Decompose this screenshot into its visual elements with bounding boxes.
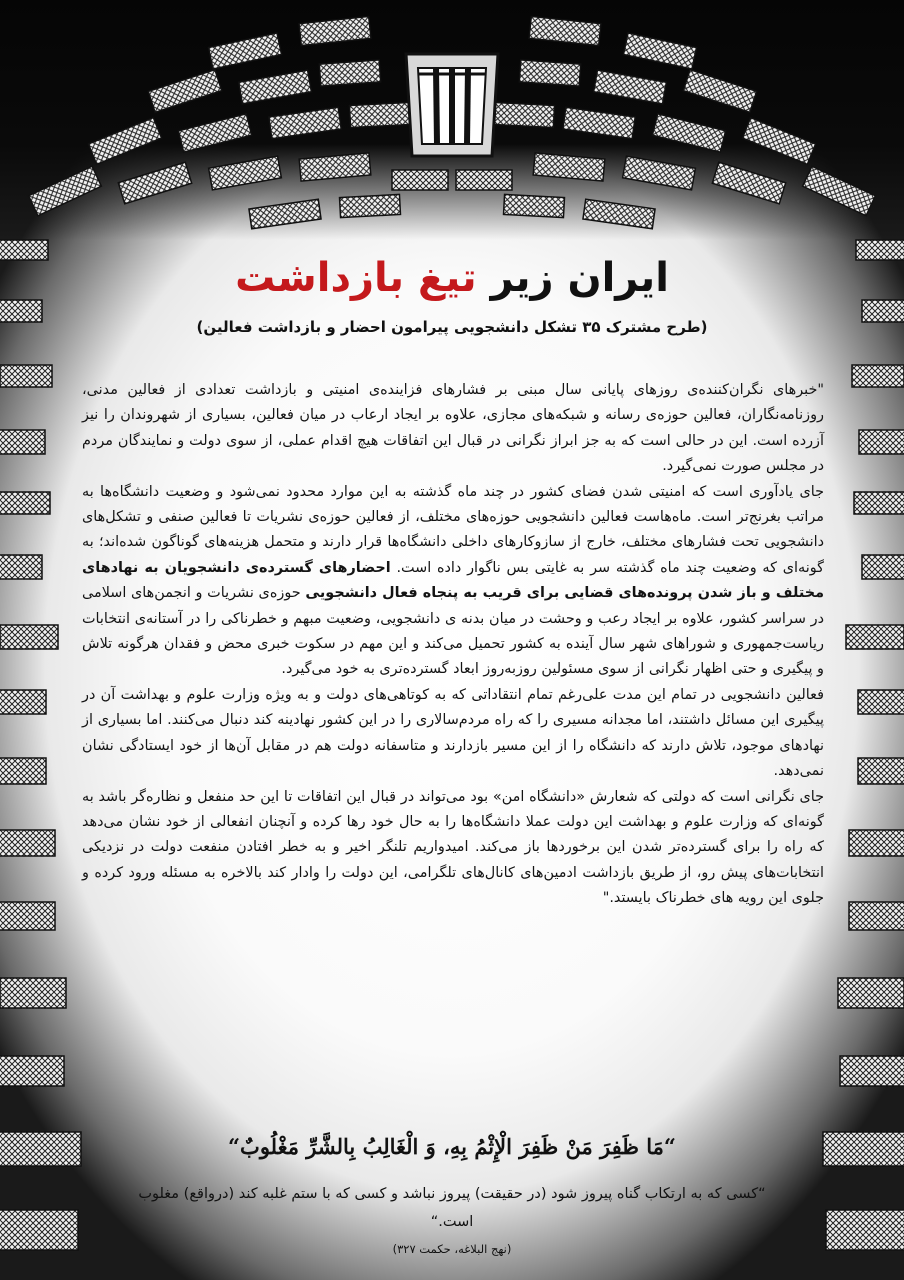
page-title — [0, 252, 904, 304]
paragraph-2-rest: حوزه‌ی نشریات و انجمن‌های اسلامی در سراسر کشور، علاوه بر ایجاد رعب و وحشت در میان بدنه ی دانشجویی، وضعیت مبهم و خطرناکی را در آستانه‌ی انتخابات ریاست‌جمهوری و شوراهای شهر سال آینده به کشور تحمیل می‌کند و این مهم در سکوت خبری محض و فقدان هرگونه تلاش و پیگیری و حتی اظهار نگرانی از سوی مسئولین روزبه‌روز ابعاد گسترده‌تری به خود می‌گیرد. — [82, 585, 824, 678]
arabic-quote: “مَا ظَفِرَ مَنْ ظَفِرَ الْإِثْمُ بِهِ، وَ الْغَالِبُ بِالشَّرِّ مَغْلُوبٌ“ — [227, 1134, 677, 1159]
quote-source: (نهج البلاغه، حکمت ۳۲۷) — [392, 1242, 512, 1256]
barred-prison-window-icon — [392, 44, 512, 164]
title-part-accent: تیغ بازداشت — [235, 255, 477, 301]
page-subtitle: (طرح مشترک ۳۵ تشکل دانشجویی پیرامون احضار و بازداشت فعالین) — [196, 318, 708, 336]
paragraph-1: "خبرهای نگران‌کننده‌ی روزهای پایانی سال مبنی بر فشارهای فزاینده‌ی امنیتی و بازداشت تعدادی از فعالین مدنی، روزنامه‌نگاران، فعالین حوزه‌ی رسانه و شبکه‌های مجازی، علاوه بر ایجاد ارعاب در میان فعالین، بسیاری از شهروندان را نیز آزرده است. این در حالی است که به جز ابراز نگرانی در قبال این اتفاقات هیچ اقدام عملی، از سوی دولت و نمایندگان مردم در مجلس صورت نمی‌گیرد. — [82, 382, 824, 475]
statement-body — [82, 378, 824, 912]
paragraph-4: جای نگرانی است که دولتی که شعارش «دانشگاه امن» بود می‌تواند در قبال این اتفاقات تا این حد منفعل و نظاره‌گر باشد به گونه‌ای که وزارت علوم و بهداشت این دولت عملا دانشگاه‌ها را به حال خود رها کرده و آنچنان انفعالی از خود نشان می‌دهد که راه را برای گسترده‌تر شدن این برخوردها باز می‌کند. امیدواریم تلنگر اخیر و به خطر افتادن منفعت دولت در نزدیکی انتخابات‌های پیش رو، از طریق بازداشت ادمین‌های کانال‌های تلگرامی، این دولت را وادار کند بالاخره به مسئله ورود کرده و جلوی این رویه های خطرناک بایستد." — [82, 788, 824, 907]
paragraph-3: فعالین دانشجویی در تمام این مدت علی‌رغم تمام انتقاداتی که به کوتاهی‌های دولت و به ویژه وزارت علوم و بهداشت آن در پیگیری این مسائل داشتند، اما مجدانه مسیری را که راه مردم‌سالاری را در این کشور نهادینه کند دنبال می‌کنند. اما بسیاری از نهادهای موجود، تلاش دارند که دانشگاه را از این مسیر بازدارند و متاسفانه دولت هم در مقابل آن‌ها از خود ایستادگی نشان نمی‌دهد. — [82, 686, 824, 780]
paragraph-2-emphasis: احضارهای گسترده‌ی دانشجویان به نهادهای مختلف و باز شدن پرونده‌های قضایی برای قریب به پنجاه فعال دانشجویی — [82, 559, 825, 602]
paragraph-2-intro: جای یادآوری است که امنیتی شدن فضای کشور در چند ماه گذشته به این موارد محدود نمی‌شود و وضعیت دانشگاه‌ها به مراتب بغرنج‌تر است. ماه‌هاست فعالین دانشجویی حوزه‌های مختلف، از فعالین حوزه‌ی نشریات تا فعالین صنفی و تشکل‌های دانشجویی تحت فشارهای مختلف، خارج از سازوکارهای داخلی دانشگاه‌ها قرار دارند و متحمل هزینه‌های گوناگون شده‌اند؛ به گونه‌ای که وضعیت چند ماه گذشته سر به غایتی بس ناگوار داده است. — [82, 483, 824, 576]
paragraph-2 — [82, 480, 824, 683]
quote-translation: “کسی که به ارتکاب گناه پیروز شود (در حقیقت) پیروز نباشد و کسی که با ستم غلبه کند (درواقع) مغلوب است.“ — [138, 1186, 766, 1230]
title-part-main: ایران زیر — [490, 255, 669, 301]
